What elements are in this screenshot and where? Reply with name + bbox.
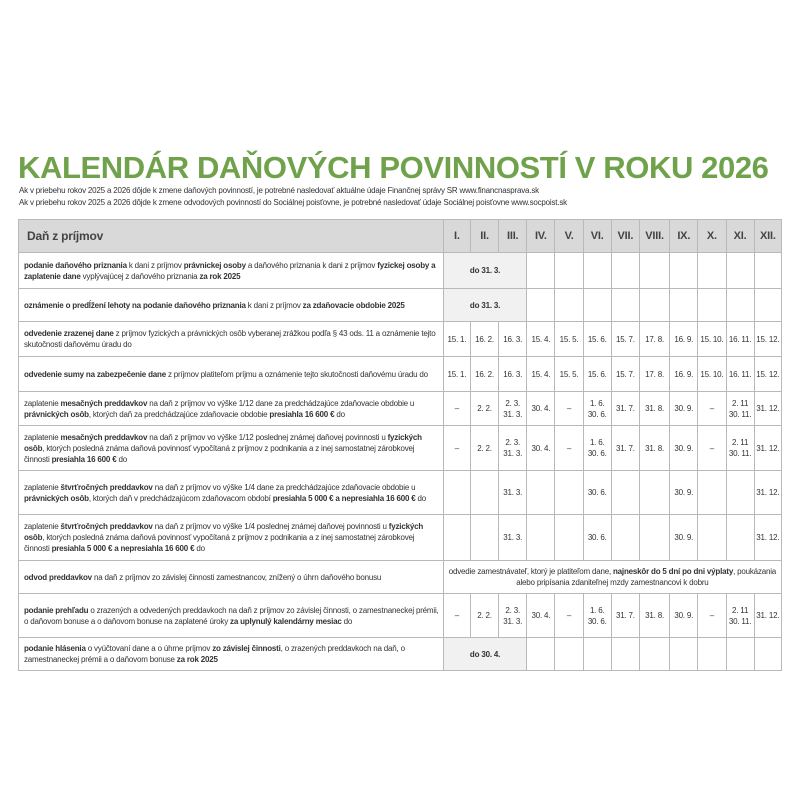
table-row xyxy=(19,253,782,289)
empty-cell xyxy=(698,289,726,322)
description-text: na daň z príjmov vo výške 1/12 dane za predchádzajúce zdaňovacie obdobie u xyxy=(147,398,415,408)
deadline-cell: 31. 12. xyxy=(754,471,781,515)
deadline-cell: 31. 12. xyxy=(754,392,781,426)
emphasis-text: fyzických osôb xyxy=(24,522,424,542)
deadline-cell xyxy=(470,515,498,561)
deadline-cell: – xyxy=(555,594,583,638)
obligation-description xyxy=(19,392,444,426)
empty-cell xyxy=(583,638,611,671)
emphasis-text: najneskôr do 5 dní po dni výplaty xyxy=(613,567,734,576)
emphasis-text: oznámenie o predĺžení lehoty na podanie daňového priznania xyxy=(24,300,246,310)
header-month: VII. xyxy=(611,220,639,253)
empty-cell xyxy=(639,289,669,322)
header-dan-z-prijmov: Daň z príjmov xyxy=(19,220,444,253)
empty-cell xyxy=(555,289,583,322)
deadline-cell: 15. 6. xyxy=(583,357,611,392)
description-text: na daň z príjmov vo výške 1/12 poslednej známej daňovej povinnosti u xyxy=(147,432,388,442)
deadline-cell: 2. 11 30. 11. xyxy=(726,426,754,471)
deadline-cell: 31. 12. xyxy=(754,594,781,638)
deadline-cell: 2. 3. 31. 3. xyxy=(499,594,527,638)
emphasis-text: právnických osôb xyxy=(24,493,89,503)
deadline-cell: 31. 12. xyxy=(754,426,781,471)
empty-cell xyxy=(555,638,583,671)
deadline-cell: 31. 12. xyxy=(754,515,781,561)
deadline-cell: 31. 3. xyxy=(499,515,527,561)
deadline-cell: 30. 4. xyxy=(527,392,555,426)
header-month: V. xyxy=(555,220,583,253)
empty-cell xyxy=(639,253,669,289)
empty-cell xyxy=(527,253,555,289)
description-text: z príjmov fyzických a právnických osôb vyberanej zrážkou podľa § 43 ods. 11 a oznámenie tejto skutočnosti daňovému úradu do xyxy=(24,329,436,349)
emphasis-text: presiahla 16 600 € xyxy=(51,454,117,464)
empty-cell xyxy=(726,289,754,322)
empty-cell xyxy=(583,253,611,289)
table-row xyxy=(19,515,782,561)
deadline-cell: 16. 11. xyxy=(726,357,754,392)
emphasis-text: podanie daňového priznania xyxy=(24,260,127,270)
deadline-cell: 15. 5. xyxy=(555,322,583,357)
emphasis-text: mesačných preddavkov xyxy=(60,398,148,408)
description-text: do xyxy=(116,454,127,464)
table-row xyxy=(19,594,782,638)
empty-cell xyxy=(670,289,698,322)
emphasis-text: presiahla 16 600 € xyxy=(269,409,335,419)
header-month: VI. xyxy=(583,220,611,253)
deadline-cell: 1. 6. 30. 6. xyxy=(583,594,611,638)
deadline-cell: – xyxy=(698,392,726,426)
obligation-description xyxy=(19,322,444,357)
deadline-cell: 16. 9. xyxy=(670,357,698,392)
deadline-cell: 2. 3. 31. 3. xyxy=(499,426,527,471)
emphasis-text: právnickej osoby xyxy=(183,260,246,270)
obligation-description xyxy=(19,471,444,515)
deadline-wide-cell xyxy=(443,561,781,594)
deadline-cell: 1. 6. 30. 6. xyxy=(583,392,611,426)
table-row xyxy=(19,561,782,594)
description-text: o vyúčtovaní dane a o úhrne príjmov xyxy=(85,644,213,653)
emphasis-text: za zdaňovacie obdobie 2025 xyxy=(302,300,405,310)
deadline-cell: 15. 5. xyxy=(555,357,583,392)
deadline-cell: 2. 11 30. 11. xyxy=(726,594,754,638)
page-title: KALENDÁR DAŇOVÝCH POVINNOSTÍ V ROKU 2026 xyxy=(18,150,769,185)
description-text: , ktorých daň za predchádzajúce zdaňovacie obdobie xyxy=(88,409,270,419)
obligation-description xyxy=(19,357,444,392)
table-row xyxy=(19,322,782,357)
description-text: o zrazených a odvedených preddavkoch na daň z príjmov zo závislej činnosti, o zamestnaneckej prémii, o daňovom bonuse a o daňovom bonuse na zaplatené úroky xyxy=(24,605,439,626)
deadline-cell: 30. 9. xyxy=(670,392,698,426)
emphasis-text: fyzických osôb xyxy=(24,432,422,453)
emphasis-text: odvedenie sumy na zabezpečenie dane xyxy=(24,369,166,379)
table-body xyxy=(19,253,782,671)
empty-cell xyxy=(555,253,583,289)
emphasis-text: presiahla 5 000 € a nepresiahla 16 600 € xyxy=(272,493,416,503)
deadline-cell: 15. 4. xyxy=(527,357,555,392)
empty-cell xyxy=(726,253,754,289)
deadline-cell xyxy=(443,471,470,515)
emphasis-text: štvrťročných preddavkov xyxy=(60,522,153,531)
description-text: zaplatenie xyxy=(24,432,61,442)
deadline-cell: – xyxy=(698,594,726,638)
deadline-cell: 31. 7. xyxy=(611,594,639,638)
obligation-description xyxy=(19,426,444,471)
deadline-cell xyxy=(527,471,555,515)
deadline-cell: 15. 7. xyxy=(611,357,639,392)
deadline-cell: 30. 9. xyxy=(670,426,698,471)
deadline-cell xyxy=(527,515,555,561)
description-text: , ktorých posledná známa daňová povinnosť vypočítaná z príjmov z podnikania a z inej samostatnej zárobkovej činnosti xyxy=(24,443,415,464)
description-text: , o zrazených preddavkoch na daň, o zamestnaneckej prémii a o daňovom bonuse xyxy=(24,644,405,664)
header-month: I. xyxy=(443,220,470,253)
deadline-cell: 17. 8. xyxy=(639,357,669,392)
deadline-cell: – xyxy=(443,426,470,471)
deadline-cell xyxy=(698,515,726,561)
deadline-cell xyxy=(698,471,726,515)
obligation-description xyxy=(19,594,444,638)
deadline-cell xyxy=(611,471,639,515)
description-text: zaplatenie xyxy=(24,482,61,492)
deadline-cell: 30. 6. xyxy=(583,515,611,561)
deadline-span-cell: do 31. 3. xyxy=(443,253,527,289)
description-text: do xyxy=(341,616,353,626)
header-month: XI. xyxy=(726,220,754,253)
table-row xyxy=(19,471,782,515)
deadline-cell: 16. 2. xyxy=(470,322,498,357)
deadline-cell: 31. 3. xyxy=(499,471,527,515)
deadline-cell: 16. 9. xyxy=(670,322,698,357)
note-financna-sprava: Ak v priebehu rokov 2025 a 2026 dôjde k zmene daňových povinností, je potrebné nasledovať aktuálne údaje Finančnej správy SR www.financnasprava.sk xyxy=(19,186,539,195)
emphasis-text: mesačných preddavkov xyxy=(60,432,148,442)
deadline-cell xyxy=(555,471,583,515)
description-text: na daň z príjmov vo výške 1/4 dane za predchádzajúce zdaňovacie obdobie u xyxy=(152,482,416,492)
emphasis-text: fyzickej osoby a zaplatenie dane xyxy=(24,260,436,281)
description-text: zaplatenie xyxy=(24,522,61,531)
obligation-description xyxy=(19,638,444,671)
emphasis-text: podanie prehľadu xyxy=(24,605,89,615)
description-text: na daň z príjmov zo závislej činnosti zamestnancov, znížený o úhrn daňového bonusu xyxy=(91,572,382,582)
deadline-cell: 16. 2. xyxy=(470,357,498,392)
deadline-cell: 15. 7. xyxy=(611,322,639,357)
deadline-cell: 2. 11 30. 11. xyxy=(726,392,754,426)
empty-cell xyxy=(698,253,726,289)
emphasis-text: právnických osôb xyxy=(24,409,89,419)
empty-cell xyxy=(698,638,726,671)
deadline-cell: 31. 7. xyxy=(611,392,639,426)
deadline-cell: 16. 3. xyxy=(499,322,527,357)
deadline-cell: 15. 10. xyxy=(698,357,726,392)
deadline-cell: 2. 2. xyxy=(470,392,498,426)
deadline-cell xyxy=(639,515,669,561)
header-month: VIII. xyxy=(639,220,669,253)
description-text: , poukázania alebo pripísania zdaniteľnej mzdy zamestnancovi k dobru xyxy=(516,567,777,587)
empty-cell xyxy=(527,289,555,322)
deadline-cell: 15. 6. xyxy=(583,322,611,357)
deadline-cell: 15. 12. xyxy=(754,357,781,392)
header-month: II. xyxy=(470,220,498,253)
description-text: do xyxy=(194,544,205,553)
emphasis-text: štvrťročných preddavkov xyxy=(60,482,153,492)
obligation-description xyxy=(19,561,444,594)
description-text: k dani z príjmov xyxy=(126,260,184,270)
deadline-cell: 30. 9. xyxy=(670,594,698,638)
deadline-cell: 2. 3. 31. 3. xyxy=(499,392,527,426)
deadline-cell: 30. 9. xyxy=(670,471,698,515)
deadline-cell xyxy=(555,515,583,561)
description-text: na daň z príjmov vo výške 1/4 poslednej známej daňovej povinnosti u xyxy=(152,522,389,531)
deadline-cell xyxy=(443,515,470,561)
note-socialna-poistovna: Ak v priebehu rokov 2025 a 2026 dôjde k zmene odvodových povinností do Sociálnej poisťovne, je potrebné nasledovať údaje Sociálnej poisťovne www.socpoist.sk xyxy=(19,198,567,207)
empty-cell xyxy=(611,289,639,322)
deadline-cell xyxy=(726,471,754,515)
empty-cell xyxy=(726,638,754,671)
obligation-description xyxy=(19,253,444,289)
deadline-cell: 15. 10. xyxy=(698,322,726,357)
table-row xyxy=(19,392,782,426)
description-text: zaplatenie xyxy=(24,398,61,408)
deadline-cell: 15. 1. xyxy=(443,322,470,357)
emphasis-text: presiahla 5 000 € a nepresiahla 16 600 € xyxy=(51,544,195,553)
description-text: k dani z príjmov xyxy=(245,300,303,310)
empty-cell xyxy=(639,638,669,671)
empty-cell xyxy=(754,638,781,671)
deadline-cell: 15. 1. xyxy=(443,357,470,392)
empty-cell xyxy=(611,638,639,671)
deadline-cell xyxy=(726,515,754,561)
emphasis-text: odvedenie zrazenej dane xyxy=(24,329,114,338)
header-month: X. xyxy=(698,220,726,253)
deadline-cell: 30. 6. xyxy=(583,471,611,515)
deadline-cell: – xyxy=(698,426,726,471)
deadline-cell: 16. 11. xyxy=(726,322,754,357)
obligation-description xyxy=(19,289,444,322)
description-text: vyplývajúcej z daňového priznania xyxy=(80,271,200,281)
header-month: XII. xyxy=(754,220,781,253)
deadline-cell xyxy=(611,515,639,561)
description-text: , ktorých daň v predchádzajúcom zdaňovacom období xyxy=(88,493,273,503)
deadline-cell: 15. 4. xyxy=(527,322,555,357)
emphasis-text: odvod preddavkov xyxy=(24,572,92,582)
deadline-cell: – xyxy=(443,594,470,638)
tax-calendar-table xyxy=(18,219,782,671)
deadline-cell: 30. 9. xyxy=(670,515,698,561)
deadline-span-cell: do 30. 4. xyxy=(443,638,527,671)
table-row xyxy=(19,638,782,671)
obligation-description xyxy=(19,515,444,561)
description-text: , ktorých posledná známa daňová povinnosť vypočítaná z príjmov z podnikania a z inej samostatnej zárobkovej činnosti xyxy=(24,533,415,553)
deadline-cell: – xyxy=(443,392,470,426)
empty-cell xyxy=(611,253,639,289)
deadline-cell: 16. 3. xyxy=(499,357,527,392)
deadline-cell: 2. 2. xyxy=(470,594,498,638)
empty-cell xyxy=(670,253,698,289)
deadline-cell: 31. 8. xyxy=(639,426,669,471)
deadline-cell xyxy=(639,471,669,515)
emphasis-text: za rok 2025 xyxy=(199,271,241,281)
deadline-cell: 2. 2. xyxy=(470,426,498,471)
deadline-cell: – xyxy=(555,392,583,426)
emphasis-text: za uplynulý kalendárny mesiac xyxy=(230,616,342,626)
empty-cell xyxy=(754,289,781,322)
deadline-cell xyxy=(470,471,498,515)
description-text: do xyxy=(415,493,427,503)
description-text: z príjmov platiteľom príjmu a oznámenie tejto skutočnosti daňovému úradu do xyxy=(165,369,428,379)
empty-cell xyxy=(670,638,698,671)
header-month: IV. xyxy=(527,220,555,253)
deadline-cell: 15. 12. xyxy=(754,322,781,357)
deadline-cell: 17. 8. xyxy=(639,322,669,357)
deadline-cell: – xyxy=(555,426,583,471)
table-row xyxy=(19,289,782,322)
header-month: IX. xyxy=(670,220,698,253)
table-row xyxy=(19,426,782,471)
empty-cell xyxy=(754,253,781,289)
deadline-cell: 31. 7. xyxy=(611,426,639,471)
description-text: odvedie zamestnávateľ, ktorý je platiteľom dane, xyxy=(448,567,613,576)
deadline-span-cell: do 31. 3. xyxy=(443,289,527,322)
deadline-cell: 30. 4. xyxy=(527,426,555,471)
deadline-cell: 30. 4. xyxy=(527,594,555,638)
deadline-cell: 31. 8. xyxy=(639,392,669,426)
header-month: III. xyxy=(499,220,527,253)
empty-cell xyxy=(527,638,555,671)
description-text: a daňového priznania k dani z príjmov xyxy=(245,260,378,270)
deadline-cell: 1. 6. 30. 6. xyxy=(583,426,611,471)
description-text: do xyxy=(334,409,345,419)
empty-cell xyxy=(583,289,611,322)
emphasis-text: podanie hlásenia xyxy=(24,644,86,653)
emphasis-text: za rok 2025 xyxy=(176,655,218,664)
table-header-row xyxy=(19,220,782,253)
deadline-cell: 31. 8. xyxy=(639,594,669,638)
emphasis-text: zo závislej činnosti xyxy=(212,644,281,653)
table-row xyxy=(19,357,782,392)
